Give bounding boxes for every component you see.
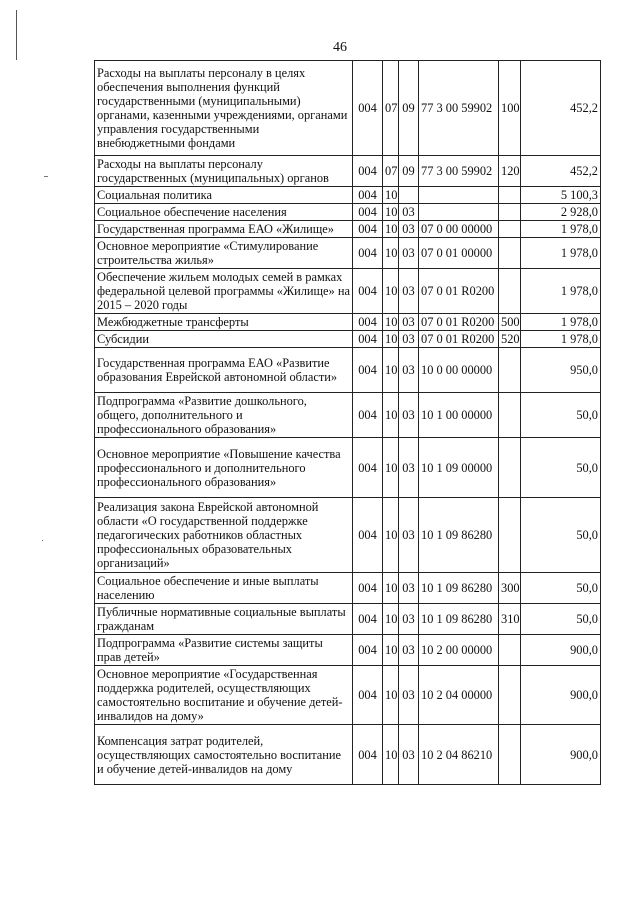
cell-target — [419, 204, 499, 221]
cell-section: 10 — [383, 393, 399, 438]
cell-section: 10 — [383, 498, 399, 573]
cell-target: 07 0 00 00000 — [419, 221, 499, 238]
cell-target: 10 1 09 86280 — [419, 604, 499, 635]
cell-section: 10 — [383, 331, 399, 348]
cell-vr: 500 — [499, 314, 521, 331]
cell-amount: 900,0 — [521, 635, 601, 666]
cell-admin: 004 — [353, 61, 383, 156]
cell-amount: 900,0 — [521, 666, 601, 725]
cell-name: Субсидии — [95, 331, 353, 348]
cell-name: Государственная программа ЕАО «Развитие образования Еврейской автономной области» — [95, 348, 353, 393]
cell-section: 07 — [383, 61, 399, 156]
cell-admin: 004 — [353, 204, 383, 221]
cell-section: 07 — [383, 156, 399, 187]
table-row — [95, 331, 601, 348]
cell-section: 10 — [383, 187, 399, 204]
cell-subsection: 03 — [399, 573, 419, 604]
cell-amount: 5 100,3 — [521, 187, 601, 204]
table-row — [95, 438, 601, 498]
cell-subsection: 03 — [399, 498, 419, 573]
cell-name: Обеспечение жильем молодых семей в рамках федеральной целевой программы «Жилище» на 2015 – 2020 годы — [95, 269, 353, 314]
cell-section: 10 — [383, 314, 399, 331]
cell-section: 10 — [383, 348, 399, 393]
cell-admin: 004 — [353, 187, 383, 204]
cell-name: Социальное обеспечение и иные выплаты населению — [95, 573, 353, 604]
cell-vr — [499, 393, 521, 438]
cell-subsection: 09 — [399, 61, 419, 156]
cell-subsection: 03 — [399, 221, 419, 238]
cell-name: Расходы на выплаты персоналу в целях обеспечения выполнения функций государственными (муниципальными) органами, казенными учреждениями, органами управления государственными внебюджетными фондами — [95, 61, 353, 156]
cell-target: 10 1 09 86280 — [419, 573, 499, 604]
cell-section: 10 — [383, 573, 399, 604]
cell-admin: 004 — [353, 725, 383, 785]
cell-target: 10 2 04 00000 — [419, 666, 499, 725]
cell-amount: 50,0 — [521, 438, 601, 498]
cell-admin: 004 — [353, 604, 383, 635]
cell-name: Основное мероприятие «Государственная поддержка родителей, осуществляющих самостоятельно воспитание и обучение детей-инвалидов на дому» — [95, 666, 353, 725]
cell-name: Подпрограмма «Развитие системы защиты прав детей» — [95, 635, 353, 666]
cell-amount: 1 978,0 — [521, 331, 601, 348]
cell-subsection: 03 — [399, 393, 419, 438]
cell-amount: 1 978,0 — [521, 269, 601, 314]
cell-name: Социальное обеспечение населения — [95, 204, 353, 221]
page-number: 46 — [333, 40, 347, 55]
cell-name: Компенсация затрат родителей, осуществляющих самостоятельно воспитание и обучение детей-инвалидов на дому — [95, 725, 353, 785]
cell-vr — [499, 221, 521, 238]
cell-vr — [499, 438, 521, 498]
cell-admin: 004 — [353, 666, 383, 725]
cell-vr: 520 — [499, 331, 521, 348]
cell-target: 07 0 01 00000 — [419, 238, 499, 269]
cell-admin: 004 — [353, 221, 383, 238]
cell-subsection: 03 — [399, 604, 419, 635]
cell-target: 77 3 00 59902 — [419, 61, 499, 156]
cell-amount: 50,0 — [521, 498, 601, 573]
cell-amount: 1 978,0 — [521, 221, 601, 238]
cell-name: Социальная политика — [95, 187, 353, 204]
table-row — [95, 573, 601, 604]
cell-target: 10 0 00 00000 — [419, 348, 499, 393]
cell-amount: 2 928,0 — [521, 204, 601, 221]
cell-amount: 950,0 — [521, 348, 601, 393]
cell-vr: 300 — [499, 573, 521, 604]
cell-amount: 452,2 — [521, 61, 601, 156]
cell-subsection: 03 — [399, 438, 419, 498]
cell-name: Основное мероприятие «Повышение качества профессионального и дополнительного профессионального образования» — [95, 438, 353, 498]
cell-admin: 004 — [353, 438, 383, 498]
cell-subsection: 03 — [399, 238, 419, 269]
cell-name: Государственная программа ЕАО «Жилище» — [95, 221, 353, 238]
table-body — [95, 61, 601, 785]
cell-amount: 50,0 — [521, 573, 601, 604]
cell-name: Основное мероприятие «Стимулирование строительства жилья» — [95, 238, 353, 269]
cell-name: Публичные нормативные социальные выплаты гражданам — [95, 604, 353, 635]
cell-vr — [499, 269, 521, 314]
scan-speck — [42, 540, 43, 541]
cell-amount: 452,2 — [521, 156, 601, 187]
cell-section: 10 — [383, 238, 399, 269]
table-row — [95, 156, 601, 187]
cell-admin: 004 — [353, 348, 383, 393]
table-row — [95, 666, 601, 725]
cell-vr: 310 — [499, 604, 521, 635]
cell-vr — [499, 725, 521, 785]
cell-vr — [499, 498, 521, 573]
cell-subsection: 03 — [399, 666, 419, 725]
cell-vr — [499, 238, 521, 269]
cell-section: 10 — [383, 221, 399, 238]
table-row — [95, 61, 601, 156]
cell-subsection: 03 — [399, 314, 419, 331]
cell-target: 10 1 09 00000 — [419, 438, 499, 498]
cell-subsection: 03 — [399, 348, 419, 393]
cell-section: 10 — [383, 204, 399, 221]
table-row — [95, 348, 601, 393]
cell-admin: 004 — [353, 573, 383, 604]
cell-admin: 004 — [353, 156, 383, 187]
cell-target: 10 2 00 00000 — [419, 635, 499, 666]
cell-section: 10 — [383, 604, 399, 635]
table-row — [95, 187, 601, 204]
cell-admin: 004 — [353, 238, 383, 269]
cell-vr — [499, 204, 521, 221]
cell-vr — [499, 666, 521, 725]
cell-vr: 120 — [499, 156, 521, 187]
table-row — [95, 221, 601, 238]
cell-admin: 004 — [353, 331, 383, 348]
cell-subsection: 03 — [399, 635, 419, 666]
table-row — [95, 725, 601, 785]
cell-section: 10 — [383, 269, 399, 314]
table-row — [95, 204, 601, 221]
cell-target: 07 0 01 R0200 — [419, 331, 499, 348]
cell-amount: 900,0 — [521, 725, 601, 785]
cell-vr: 100 — [499, 61, 521, 156]
cell-section: 10 — [383, 666, 399, 725]
cell-target: 10 1 09 86280 — [419, 498, 499, 573]
cell-target: 10 2 04 86210 — [419, 725, 499, 785]
cell-vr — [499, 635, 521, 666]
table-row — [95, 498, 601, 573]
cell-admin: 004 — [353, 314, 383, 331]
cell-amount: 1 978,0 — [521, 238, 601, 269]
cell-name: Подпрограмма «Развитие дошкольного, общего, дополнительного и профессионального образования» — [95, 393, 353, 438]
cell-target: 07 0 01 R0200 — [419, 314, 499, 331]
cell-amount: 1 978,0 — [521, 314, 601, 331]
cell-subsection: 03 — [399, 331, 419, 348]
cell-section: 10 — [383, 635, 399, 666]
cell-amount: 50,0 — [521, 393, 601, 438]
cell-target: 77 3 00 59902 — [419, 156, 499, 187]
table-row — [95, 635, 601, 666]
cell-target: 07 0 01 R0200 — [419, 269, 499, 314]
cell-name: Межбюджетные трансферты — [95, 314, 353, 331]
cell-subsection: 03 — [399, 725, 419, 785]
cell-subsection — [399, 187, 419, 204]
scan-speck — [44, 176, 48, 177]
table-row — [95, 393, 601, 438]
cell-section: 10 — [383, 725, 399, 785]
cell-admin: 004 — [353, 269, 383, 314]
table-row — [95, 269, 601, 314]
cell-admin: 004 — [353, 635, 383, 666]
cell-name: Реализация закона Еврейской автономной области «О государственной поддержке педагогических работников областных профессиональных образовательных организаций» — [95, 498, 353, 573]
table-row — [95, 314, 601, 331]
cell-admin: 004 — [353, 498, 383, 573]
table-row — [95, 604, 601, 635]
table-row — [95, 238, 601, 269]
cell-vr — [499, 348, 521, 393]
cell-vr — [499, 187, 521, 204]
budget-table — [94, 60, 601, 785]
cell-subsection: 09 — [399, 156, 419, 187]
cell-target — [419, 187, 499, 204]
cell-target: 10 1 00 00000 — [419, 393, 499, 438]
cell-subsection: 03 — [399, 204, 419, 221]
cell-admin: 004 — [353, 393, 383, 438]
cell-section: 10 — [383, 438, 399, 498]
cell-name: Расходы на выплаты персоналу государственных (муниципальных) органов — [95, 156, 353, 187]
cell-subsection: 03 — [399, 269, 419, 314]
cell-amount: 50,0 — [521, 604, 601, 635]
